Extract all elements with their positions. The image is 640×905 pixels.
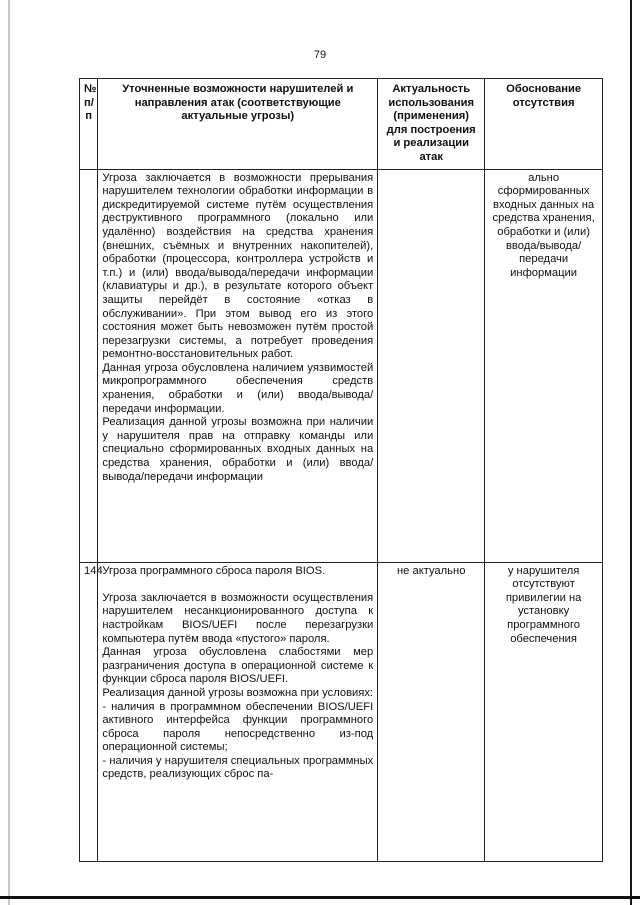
table-row [80, 169, 603, 562]
row-relevance: не актуально [378, 562, 485, 861]
description-paragraph: - наличия у нарушителя специальных программных средств, реализующих сброс па- [102, 754, 374, 781]
description-paragraph: Угроза заключается в возможности прерывания нарушителем технологии обработки информации в дискредитируемой системе путём осуществления деструктивного программного (локально или удалённо) воздействия на средства хранения (внешних, съёмных и внутренних накопителей), обработки (процессора, контроллера устройств и т.п.) и (или) ввода/вывода/передачи информации (клавиатуры и др.), в результате которого объект защиты перейдёт в состояние «отказ в обслуживании». При этом вывод его из этого состояния может быть невозможен путём простой перезагрузки системы, а потребует проведения ремонтно-восстановительных работ. [102, 171, 374, 361]
header-num: № п/п [80, 79, 98, 170]
header-relevance: Актуальность использования (применения) для построения и реализации атак [378, 79, 485, 170]
scan-left-edge [8, 0, 10, 905]
header-justification: Обоснование отсутствия [485, 79, 603, 170]
table-row [80, 562, 603, 861]
description-paragraph: Реализация данной угрозы возможна при условиях: [102, 686, 374, 699]
row-description [98, 562, 378, 861]
row-justification: ально сформированных входных данных на средства хранения, обработки и (или) ввода/вывода/передачи информации [485, 169, 603, 562]
row-num [80, 169, 98, 562]
description-paragraph: Данная угроза обусловлена слабостями мер разграничения доступа в операционной системе к функции сброса пароля BIOS/UEFI. [102, 646, 374, 686]
description-paragraph: - наличия в программном обеспечении BIOS/UEFI активного интерфейса функции программного сброса пароля непосредственно из-под операционной системы; [102, 700, 374, 754]
table-header-row [80, 79, 603, 170]
description-paragraph: Угроза заключается в возможности осуществления нарушителем несанкционированного доступа к настройкам BIOS/UEFI после перезагрузки компьютера путём ввода «пустого» пароля. [102, 591, 374, 645]
scan-right-edge [630, 0, 632, 905]
description-paragraph: Данная угроза обусловлена наличием уязвимостей микропрограммного обеспечения средств хранения, обработки и (или) ввода/вывода/передачи информации. [102, 361, 374, 415]
row-description [98, 169, 378, 562]
header-description: Уточненные возможности нарушителей и направления атак (соответствующие актуальные угрозы) [98, 79, 378, 170]
row-num: 144 [80, 562, 98, 861]
scan-bottom-edge [0, 896, 640, 899]
description-title: Угроза программного сброса пароля BIOS. [102, 564, 326, 577]
row-justification: у нарушителя отсутствуют привилегии на установку программного обеспечения [485, 562, 603, 861]
threats-table [79, 78, 603, 862]
row-relevance [378, 169, 485, 562]
page-number: 79 [313, 49, 327, 61]
description-paragraph: Реализация данной угрозы возможна при наличии у нарушителя прав на отправку команды или специально сформированных входных данных на средства хранения, обработки и (или) ввода/вывода/передачи информации [102, 416, 374, 483]
